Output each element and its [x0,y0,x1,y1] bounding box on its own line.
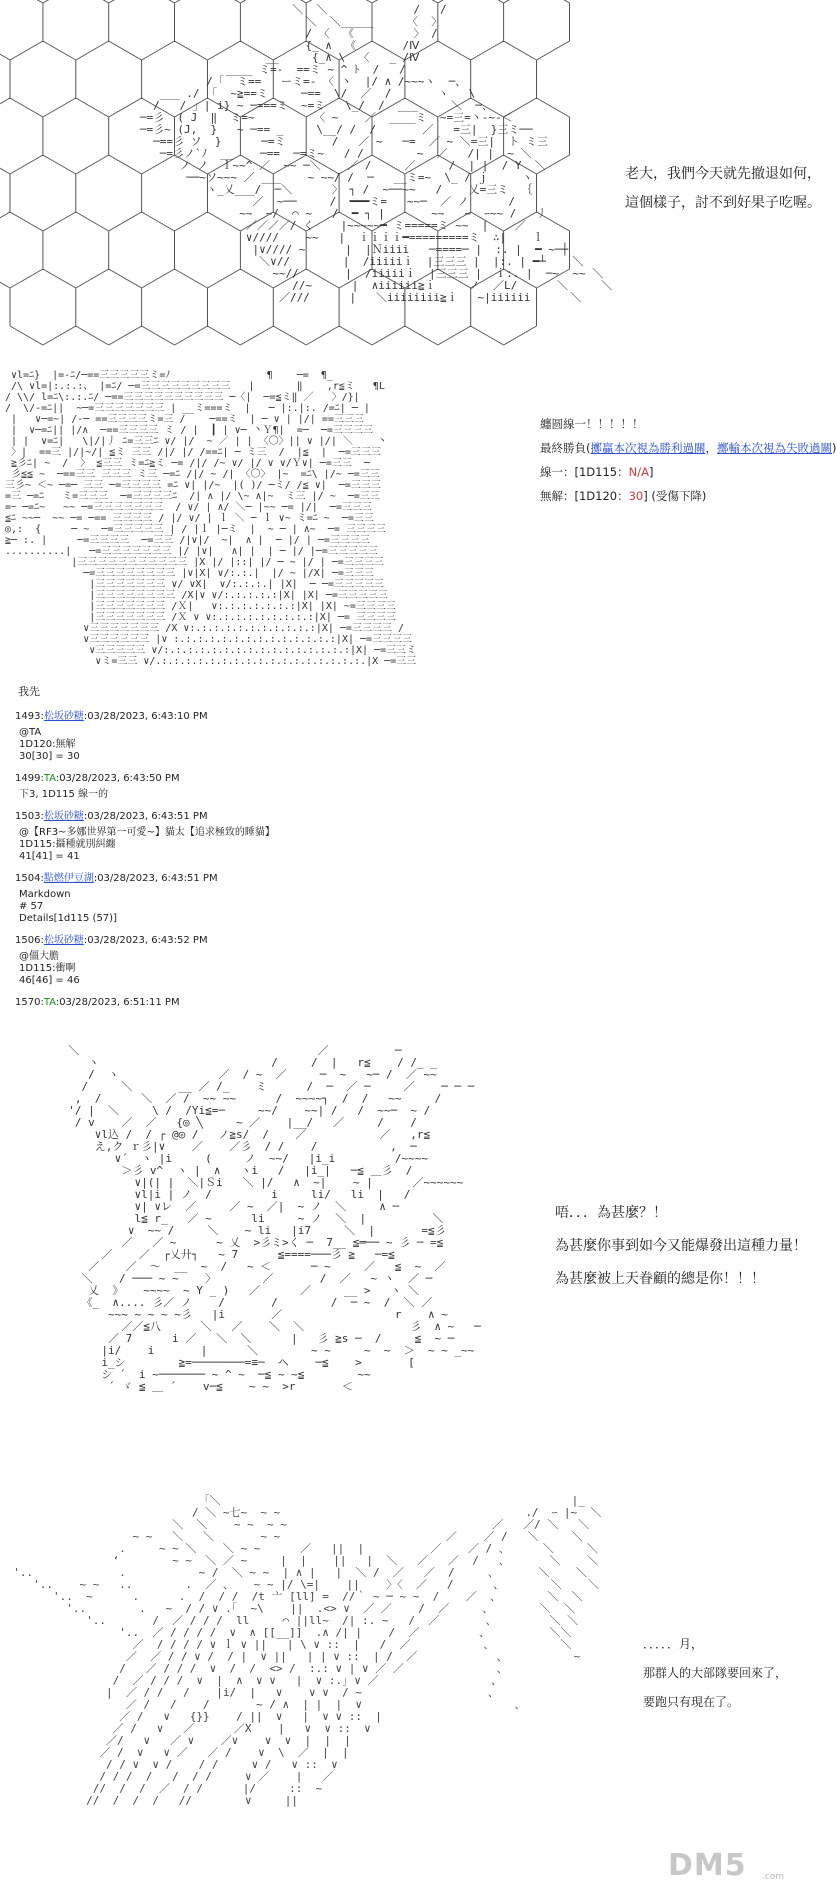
nosol-suffix: ] (受傷下降) [643,489,707,503]
panel-2 [0,370,837,670]
post-0 [15,709,415,771]
speech-line: 那群人的大部隊要回來了， [643,1666,788,1680]
battle-result [540,416,837,505]
post-author-link[interactable]: TA [43,997,56,1008]
post-body-line: Markdown [19,889,71,900]
post-list [15,709,415,1018]
post-number: 1503: [15,811,44,822]
speech-line: 要跑只有現在了。 [643,1695,740,1709]
line1-value: N/A [628,465,649,479]
post-header [15,871,415,886]
post-time: :03/28/2023, 6:43:52 PM [83,935,208,946]
post-body [19,724,415,771]
post-body [19,786,415,809]
watermark-sub: .com [761,1872,784,1882]
panel-4-speech [643,1630,787,1717]
post-body [19,824,415,871]
post-time: :03/28/2023, 6:51:11 PM [55,997,180,1008]
post-author-link[interactable]: TA [43,773,56,784]
post-3 [15,871,415,933]
speech-line: 這個樣子，討不到好果子吃喔。 [625,195,821,211]
post-time: :03/28/2023, 6:43:51 PM [93,873,218,884]
post-author-link[interactable]: 松坂砂糖 [43,711,84,722]
panel-1 [0,0,821,370]
post-time: :03/28/2023, 6:43:51 PM [83,811,208,822]
post-5 [15,995,415,1018]
post-header [15,995,415,1010]
post-time: :03/28/2023, 6:43:50 PM [55,773,180,784]
post-header [15,709,415,724]
winged-figure-ascii-art: 「＼ |_ / ＼ ~七~ ~ ~ ./ ｰ |~ ＼ ＼ ＼ ~ ~ ~ ~ ／ ／/ ＼ ＼ ~ ~ ＼ ＼ ~ ~ ／ ／ / ＼ ＼ . ~ ~ ＼ ＼ ~ ~ ／ || | ／ ／ / 、 ＼ ＼ ‘ ~ ~ ＼ ／ ~ | | || | ＼ ／ ／ / 、 ＼ ＼ '.. . ~ / ＼ ~ ~ | ∧ | | ＼ / ／ ／ / 、 ＼ ＼ '.. ~ ~ .. . ／ 、 ~ ~ |/ \=| || 〉〈 ／ / 、 ＼ ＼ '.. ~ . . / / / /t 亠 [ll] = //｀ ~ ─ ~ ~ / ／ 、 ＼ ＼ '.. . ~ / / ∨ .｢ ~\ || .<> ∨ ／ ／ / ／ 、 ＼ ＼ '.. / ／ / / / ll ⌒ ||ll~ /| :. ~ / ／ 、 ＼ ＼ '.. ／ / / / / ∨ ∧ [[__]] .∧ /| | / ／ 、 ＼＼ ／ / / / / ∨ ｌ ∨ || | \ ∨ :: | / ／ 、 ＼ ／ ／ / / ∨ / / | ∨ || | | ∨ :: | / ／ 、 ~ / ／ / / / ∨ / / <> / :.: ∨ | ∨ ／ ／ 、 / ／ / / / ∨ | ∧ ∨ ∨ | ∨ :.｣ ∨ ／ 、 | ／ / / / |i/ | ∨ ∨ ∨ / ~ 、 ／ / / / ~ / ∧ | | | ∨ 、 ／ / ∨ {}} / || ∨ | ∨ ∨ :: | ／ / ∨ ／ ／X | ∨ ∨ :: ∨ ／/ ∨ ／ ∨ ／∨ ∨ ∨ | | | ／ / ∨ ∨ ／ ／ / ∨ \ ／ | | / / ∨ ∨ / / / ∨ / ∨ :: ∨ / / / / / / / ∨ ／ | ／ // / / ／ / / |/ :: ~ // / / / // ∨ || [13,1494,602,1807]
line1-suffix: ] [648,465,654,479]
post-body-line: @TA [19,727,42,738]
speech-line: ．．．．．月， [643,1637,704,1651]
watermark-logo: DM5 [668,1848,747,1883]
line1-prefix: 線一：[1D115： [540,465,629,479]
post-author-link[interactable]: 松坂砂糖 [43,935,84,946]
final-suffix: ) [832,441,837,455]
post-body-line: @僵大膽 [19,951,59,962]
post-1 [15,771,415,809]
thread-intro: 我先 [18,685,40,698]
post-header [15,933,415,948]
panel-1-speech [625,160,821,218]
post-body [19,948,415,995]
speech-line: 唔．．．為甚麼？！ [555,1205,667,1221]
speech-line: 為甚麼被上天眷顧的總是你！！！ [555,1271,765,1287]
post-body-line: 46[46] = 46 [19,975,80,986]
post-time: :03/28/2023, 6:43:10 PM [83,711,208,722]
lose-condition: 擲輸本次視為失敗過關 [717,441,832,455]
post-body-line: Details[1d115 (57)] [19,913,117,924]
post-number: 1506: [15,935,44,946]
post-body-line: # 57 [19,901,44,912]
post-4 [15,933,415,995]
post-header [15,771,415,786]
final-sep: ， [705,441,717,455]
post-2 [15,809,415,871]
angry-mecha-ascii-art: ＼ ／ ─ ヽ / / | r≦ / /_ _ / ヽ ／ / ~ ／ ─ ~ ~─ / ／ ~~ / ＼ __ ／ /_ ミ / ─ ／ ─ ／ ─ ─ ─ , / ＼ ／ / ~~ ~~ / ~~~~┐ / / ~~ / '/ | ＼ \ / /Yi≦=─ ~~/ ~~| / / ~~─ ~ / / v ／ ／ {◎ ╲ ~ ／ |__/ ／ / / ∨l込 / / ┌ @◎ / ノ≧s/ / ／ ／ ,r≦ え,ク ｒ彡|∨ ／ ／彡 / / / , ─ ∨´ ヽ |i ( ノ ~~/ |i_i /~~~~ ＞彡 v^ ヽ | ∧ ヽi / |i_| ─≦ ＿彡 / ∨|(| | ＼|Ｓi ＼ |/ ∧ ~| ~ | ／~~~~~~ ∨l|i | ノ / i li/ li | / ∨| ∨レ ／ ／ ~ ／| ~ ノ ＼ ∧ ─ l≦ r_ ／ ~ li ~ ノ ＼ | ＼ ∨ ~~ / ＼ ~ li |i7 ＼ | =≦彡 ／ ／ ~ ~ 乂 >彡ミ>く ─ 7__ ≦═── ~ 彡 ─ =≦ ／ ／ ┌乂廾┐ ~ 7 ≦====───彡 ≧ ─=≦ ／ ／ ～ __ ~ / ~ ＜ ─ ~ ／ ≦ ~ ／ ＼ / ─── ~ ~ 〉 ／ / ／ ~ ヽ ／ ─ 乂 》 ~~~~ ~ Y _ ) ／ ／ __ > ヽ ＼ 《_ ∧.... 彡／ ノ / / / ─ ~ / ＼ ／ ~~~ ~ ~ ~ ~彡 |i ／ r ∧ ~ ／／≦八 ＼ ／ ＼ ＼ 彡 ∧ ~ ─ ／ 7 i ／ ＼ ＼ | 彡 ≧s ─ / ≦ ~ ─ |i/ i | ＼ ~ ~ ~ ~ ＞ ~ ~ _~~ i_シ ≧=────────=≡─ ヘ ─≦ > [ シ ´ i ~─────── ~ ^ ~ ─≦ ~ ~≦ ~~ ´ ゞ ≦ ＿ ´ v─≦ ~ ~ >r ＜ [68,1044,481,1393]
post-number: 1499: [15,773,44,784]
post-body-line: 1D115:攝種就別糾纏 [19,839,116,850]
site-watermark [668,1848,788,1884]
speech-line: 為甚麼你事到如今又能爆發出這種力量！ [555,1238,807,1254]
battle-line-title: 纏圆線一！！！！！ [540,417,644,431]
nosol-value: 30 [628,489,644,503]
post-body-line: 1D120:無解 [19,739,76,750]
battle-line-line1 [540,464,837,481]
nosol-prefix: 無解：[1D120： [540,489,629,503]
post-body-line: 1D115:衝啊 [19,963,76,974]
post-body-line: 下3, 1D115 線一的 [19,789,109,800]
post-header [15,809,415,824]
post-body [19,886,415,933]
post-author-link[interactable]: 松坂砂糖 [43,811,84,822]
panel-4 [0,1495,800,1890]
panel-3 [0,1044,807,1495]
thread-log [15,675,415,1018]
post-number: 1570: [15,997,44,1008]
dense-ascii-art: ∨l=ﾆ} |=-ﾆ/─==三三三三三ミ=ﾉ ¶ ─= ¶_ /\ ∨l=|:.:.:、 |=ﾆ/ ─=三三三三三三三三三 | ‖ ,r≦ミ ¶L / \\/ l=ﾆ\:.:.ﾆ/ ─==三三三三三三三三三三 ─〈| ─=≦ミ‖ ／ 〉/}| / \/-=ﾆ|| ~─=三三三三三三三 | __ミ===ミ | ─ |:.|:. /=ﾆ| ─ | | ∨─=~| /-─ ==三三三三ミ=三 / ─==ミ | ─ ∨ | |/| ==三三三 | ∨─=ﾆ|| |/∧ ─==三三三三 ミ / | ┃ | ∨─ 丶Ｙ¶| =─ ─=三三三三 | | ∨=ﾆ| \|/|丿 ﾆ=三三ﾆ ∨/ |/ ~ ／ | | 〈〇〉|| ∨ |/| ＼ 丶 〉| ==三 |/|~/| ≦ミ 三三 /|/ |/ /==ﾆ| ─ ミ三 / |≦ | ─=三三三 ≧彡ﾆ| ~ / 〉 ≦三三 ミ=ﾆ≧ミ ─= /|/ /~ ∨/ |/ ∨ ∨/Ｙ∨| ─=三三 ─ 彡≦≦ ~ ─==三三 三三三 ミ三 ─=ﾆ /|/ ~ /| 〈〇〉 |~ =ﾆ\ |/~ ─=三三 三彡~ ＜~ ─=─ 三三 ─=三三三三 =ﾆ ∨| |/~ |( )/ ─ミ/ /≦ ∨| ─=三三三 =三 ─=ﾆ ミ=三三三 ─=三三三三ﾆ /| ∧ |/ \~ ∧|~ ミ三 |/ ~ ─=三三 =ｰ ─=ﾆ~ ~~ ─=三三三三三三三 / ∨/ | ∧/ ＼─ |~~ ─= |/| ─=三三三 ≦ﾆ ~~─ ~~ ─= ─== 三三三三 / |/ ∨/ | ｌ ＼ ─ ｌ ∨~ ミ=ﾆ ~ ─=三三 ◎,: { ─ ~ ─=三三三三三 | / |ｌ |─ミ | ~ ─ | ∧~ ─= 三三三三 ≧─ :. | ─=三三三三 ─=三三 /|∨|/ ~| ∧ | ─ |/ | ─=三三三三 ..........| ─=三三三三三三三 |/ |∨| ∧| | | ─ |/ |─=三三三三三 |三三三三三三三三三三三 |X |/ |::| |/ ─ ~ |/ | ─=三三三三 ─=三三三三三三三三 |∨|X| ∨/:.:.| |/ ~ |/X| ─=三三三 |三三三三三三三 ∨/ ∨X| ∨/:.:.:.| |X| ─ ─=三三三三三 |三三三三三三三三 /X|∨ ∨/:.:.:.:.:|X| |X| ─=三三三三三 |三三三三三三三 /Ｘ| ∨:.:.:.:.:.:.:|X| |X| ~=三三三三 |三三三三三三三 /Ｘ ∨ ∨:.:.:.:.:.:.:.:.:|X| ─= 三三三三 ∨三三三三三三三 /X ∨:.:.:.:.:.:.:.:.:.:.:|X| ─=三三三三 / ∨三三三三三三 |∨ :.:.:.:.:.:.:.:.:.:.:.:.:.:|X| ─=三三三三 ∨三三三三三 ∨/:.:.:.:.:.:.:.:.:.:.:.:.:.:.:.:|X| ─=三三ミ ∨ミ=三三 ∨/.:.:.:.:.:.:.:.:.:.:.:.:.:.:.:.:.:.|X ─=三三 [5,370,417,667]
win-condition: 擲贏本次視為勝利過關 [590,441,706,455]
panel-3-speech [555,1197,807,1296]
post-number: 1493: [15,711,44,722]
mecha-ascii-art: ＼ ＼ / / ＼ ＼_____ 〈 〉 / 〈 《 〉 / {_ ∧ 《 /Ⅳ __ {_∧ \ 〈 _ /Ⅳ ____ ミ=- ==ミ ~ ^ ﾄ / / /「 ミ== ーミ=- 〈 丶 |/ ∧ /~~~ヽ ─、 ___ ./ 「 ~≧==ミ ─== \/ ／ / ヽ \ / / 」| i} ~ ─===ミ ~=ミ \_/ / ___ ＼ ─、 ─=彡 ( J ‖ ミ=~ 〈 ~ ／ ____ミ ~=三=丶-~-＜ ─=彡~ (J, } ~ ─== _ \__/ / / ／ =三| }三ミ── ─==彡 ソ } ─=ミ / ／ ~ ─= ／ ~ ＼=三| ト ミ三 ─=彡ノ`ﾉ __ ─== ─=ミ~ / / ~ ／ /| | ~ ＼ ノ ノ ｌ~~^ ／ ~~ ─＼ ／ / ／ / | | / Y ＼ ──~ソ~~~ ／ ___ ~ ~~/ / ─ __ミ=~ \_ / ｊ ヽ ヽ_乂___/ ─＼ 〉 ┐ / ~──~~ / 乂=三ミ ｛ ／ ~── / ━━━ミ= ~~─ ／ ノ / ~~ ~/ ⌒ ~ / ━ ┐ | ~~ ~ ｰ~~ / 丿 ／／／／/ く |~~~~~━ ミ=====ミ ~~ | ／ ∨//// ~~ | ｉｉｉｉ━=========ミ ∴| ｌ |∨//// ~ | |Ｎiiii ─====─ | :. | ━ ~─┼ ＼∨// | /iiiiiｉ |三三三 | |:. | ━┴ ＼ ~~// | /iiiiiｉ |三三三 | ｉ:. | ─~ ~~ ＼ //~ | ∧iiiiii≧ｉ ノ ／L/ ＼ ＼ ／/// | ＼iiiiiiii≧ｉ ~|iiiiii ＼ [139,3,613,304]
final-prefix: 最終勝負( [540,441,591,455]
post-number: 1504: [15,873,44,884]
post-body-line: 41[41] = 41 [19,851,80,862]
post-body-line: 30[30] = 30 [19,751,80,762]
post-body-line: @【RF3~多娜世界第一可愛~】貓太【追求極致的睡貓】 [19,827,275,838]
post-author-link[interactable]: 點燃伊豆湖 [43,873,94,884]
battle-line-final [540,440,837,457]
battle-line-nosol [540,488,837,505]
speech-line: 老大，我們今天就先撤退如何， [625,166,821,182]
